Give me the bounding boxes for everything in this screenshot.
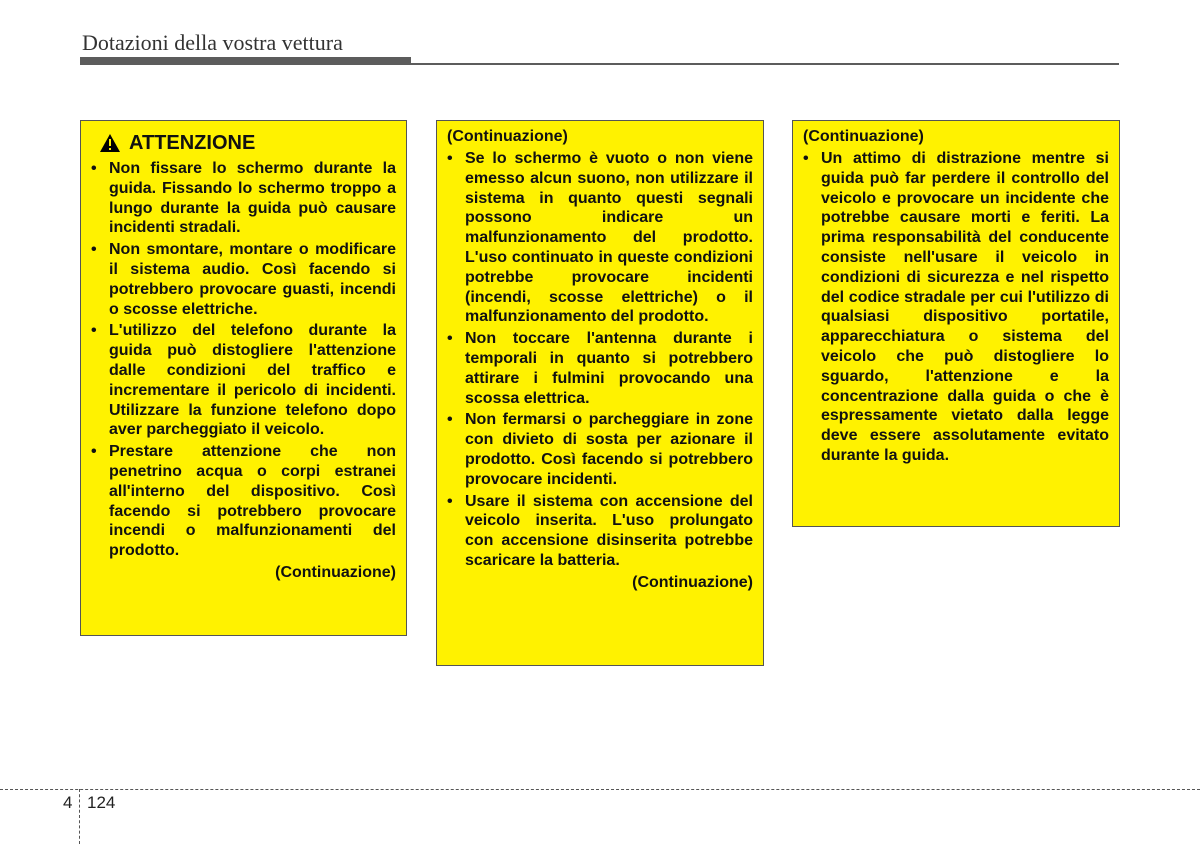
list-item: • Un attimo di distrazione mentre si guida può far perdere il controllo del veicolo e provocare un incidente che potrebbe causare morti e feriti. La prima responsabilità del conducente consiste nell'usare il veicolo in condizioni di sicurezza e nel rispetto del codice stradale per cui l'utilizzo di qualsiasi dispositivo portatile, apparecchiatura o sistema del veicolo che può distogliere lo sguardo, l'attenzione e la concentrazione dalla guida o che è espressamente vietato dalla legge deve essere assolutamente evitato durante la guida. (803, 149, 1109, 466)
warning-title: ATTENZIONE (129, 132, 256, 154)
list-item: • Usare il sistema con accensione del veicolo inserita. L'uso prolungato con accensione disinserita potrebbe scaricare la batteria. (447, 492, 753, 571)
list-item: • Non toccare l'antenna durante i temporali in quanto si potrebbero attirare i fulmini provocando una scossa elettrica. (447, 329, 753, 408)
footer-rule (0, 789, 1200, 790)
list-item: • Non fissare lo schermo durante la guida. Fissando lo schermo troppo a lungo durante la guida può causare incidenti stradali. (91, 159, 396, 238)
chapter-number: 4 (63, 793, 73, 812)
continuation-heading: (Continuazione) (803, 128, 924, 145)
list-item: • Non fermarsi o parcheggiare in zone con divieto di sosta per azionare il prodotto. Così facendo si potrebbero provocare incidenti. (447, 410, 753, 489)
warning-heading (99, 131, 396, 155)
continuation-label: (Continuazione) (632, 573, 753, 591)
warning-box-1 (80, 120, 407, 636)
list-item: • L'utilizzo del telefono durante la guida può distogliere l'attenzione dalle condizioni del traffico e incrementare il pericolo di incidenti. Utilizzare la funzione telefono dopo aver parcheggiato il veicolo. (91, 321, 396, 440)
continuation-heading: (Continuazione) (447, 128, 568, 145)
page-header-title: Dotazioni della vostra vettura (82, 30, 343, 55)
list-item: • Non smontare, montare o modificare il sistema audio. Così facendo si potrebbero provocare guasti, incendi o scosse elettriche. (91, 240, 396, 319)
page-number: 124 (87, 793, 116, 812)
warning-list-3 (803, 149, 1109, 466)
warning-triangle-icon (99, 133, 121, 153)
header-rule-thin (411, 63, 1119, 65)
continuation-label: (Continuazione) (275, 563, 396, 581)
footer-divider (79, 789, 80, 844)
warning-box-3 (792, 120, 1120, 527)
list-item: • Prestare attenzione che non penetrino acqua o corpi estranei all'interno del dispositivo. Così facendo si potrebbero provocare incendi o malfunzionamenti del prodotto. (91, 442, 396, 561)
list-item: • Se lo schermo è vuoto o non viene emesso alcun suono, non utilizzare il sistema in quanto questi segnali possono indicare un malfunzionamento del prodotto. L'uso continuato in queste condizioni potrebbe provocare incidenti (incendi, scosse elettriche) o il malfunzionamento del prodotto. (447, 149, 753, 327)
header-rule-thick (80, 57, 411, 65)
warning-list-1 (91, 159, 396, 561)
warning-list-2 (447, 149, 753, 571)
warning-box-2 (436, 120, 764, 666)
